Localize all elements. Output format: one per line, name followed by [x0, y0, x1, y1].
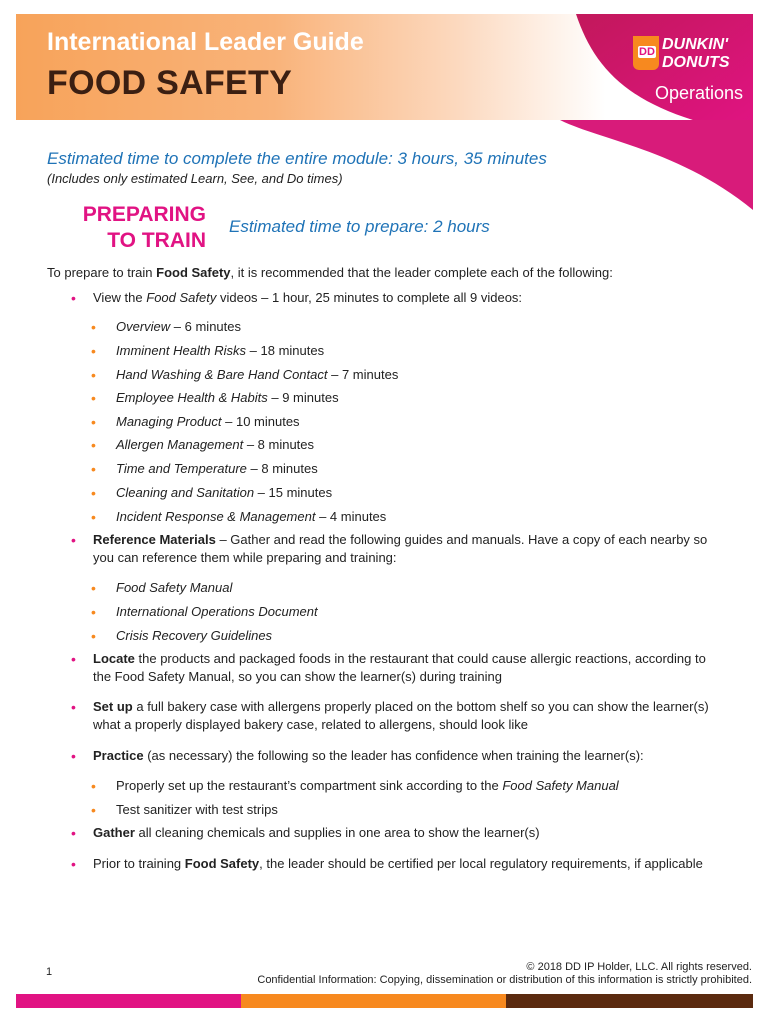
dunkin-logo: DD DUNKIN' DONUTS Operations	[633, 32, 753, 96]
footer-bar-brown	[506, 994, 753, 1008]
estimate-note: (Includes only estimated Learn, See, and Do times)	[47, 171, 343, 186]
video-item: • Cleaning and Sanitation – 15 minutes	[91, 485, 333, 501]
video-item: • Incident Response & Management – 4 minutes	[91, 509, 387, 525]
operations-label: Operations	[655, 83, 744, 103]
footer-legal: © 2018 DD IP Holder, LLC. All rights reserved. Confidential Information: Copying, dissemination or distribution of this information is strictly prohibited.	[257, 961, 752, 986]
practice-item: • Properly set up the restaurant’s compartment sink according to the Food Safety Manual	[91, 778, 619, 794]
prep-time-estimate: Estimated time to prepare: 2 hours	[229, 217, 490, 236]
video-item: • Time and Temperature – 8 minutes	[91, 461, 318, 477]
footer-bar-pink	[16, 994, 241, 1008]
footer-bar-orange	[241, 994, 506, 1008]
page-number: 1	[46, 966, 53, 978]
practice-item: • Test sanitizer with test strips	[91, 802, 278, 818]
video-item: • Overview – 6 minutes	[91, 319, 242, 335]
side-swoosh	[560, 120, 753, 210]
video-item: • Imminent Health Risks – 18 minutes	[91, 343, 325, 359]
list-item-videos: • View the Food Safety videos – 1 hour, 25 minutes to complete all 9 videos:	[71, 290, 523, 306]
list-item-gather: • Gather all cleaning chemicals and supplies in one area to show the learner(s)	[71, 825, 540, 841]
list-item-prior: • Prior to training Food Safety, the leader should be certified per local regulatory requirements, if applicable	[71, 856, 703, 872]
coffee-cup-icon: DD	[633, 36, 659, 70]
intro-paragraph: To prepare to train Food Safety, it is recommended that the leader complete each of the following:	[47, 265, 613, 280]
module-time-estimate: Estimated time to complete the entire module: 3 hours, 35 minutes	[47, 149, 547, 168]
list-item-practice: • Practice (as necessary) the following so the leader has confidence when training the learner(s):	[71, 748, 644, 764]
page-title: FOOD SAFETY	[47, 64, 293, 102]
reference-item: • Food Safety Manual	[91, 580, 233, 596]
video-item: • Employee Health & Habits – 9 minutes	[91, 390, 339, 406]
page-header	[16, 14, 753, 120]
list-item-reference: • Reference Materials – Gather and read the following guides and manuals. Have a copy of each nearby so you can reference them while preparing and training:	[71, 532, 708, 565]
reference-item: • Crisis Recovery Guidelines	[91, 628, 273, 644]
video-item: • Hand Washing & Bare Hand Contact – 7 minutes	[91, 367, 399, 383]
video-item: • Managing Product – 10 minutes	[91, 414, 300, 430]
reference-item: • International Operations Document	[91, 604, 318, 620]
list-item-locate: • Locate the products and packaged foods in the restaurant that could cause allergic reactions, according to the Food Safety Manual, so you can show the learner(s) during training	[71, 651, 706, 684]
list-item-setup: • Set up a full bakery case with allergens properly placed on the bottom shelf so you can show the learner(s) what a properly displayed bakery case, related to allergens, should look like	[71, 699, 709, 732]
guide-subtitle: International Leader Guide	[47, 28, 364, 56]
section-heading: PREPARING TO TRAIN	[82, 203, 206, 252]
video-item: • Allergen Management – 8 minutes	[91, 437, 315, 453]
